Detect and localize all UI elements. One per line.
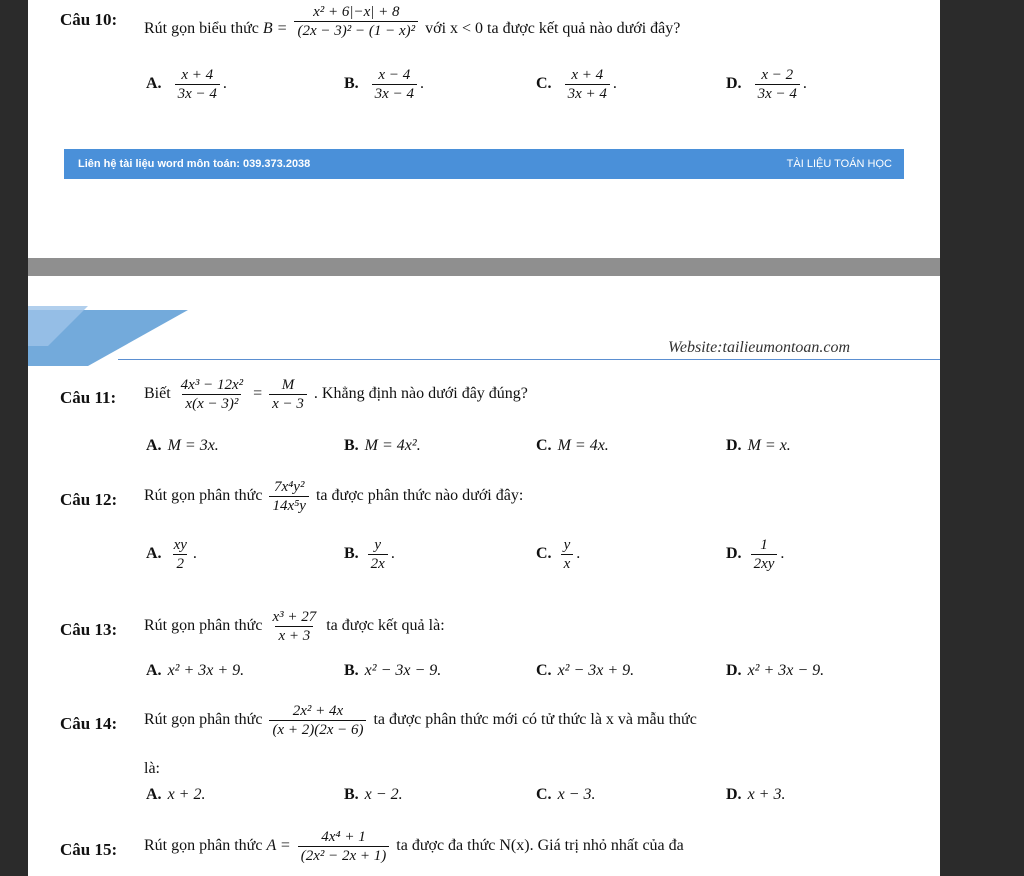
question-number: Câu 13:	[60, 620, 118, 639]
question-continuation: là:	[144, 760, 160, 777]
option-a: A. $\frac{x + 4}{3x - 4}$ .	[146, 67, 227, 102]
question-suffix: với x < 0 ta được kết quả nào dưới đây?	[425, 20, 681, 38]
question-prefix: Rút gọn phân thức	[144, 837, 263, 855]
footer-contact: Liên hệ tài liệu word môn toán: 039.373.2038	[78, 158, 311, 170]
option-b: B. M = 4x².	[344, 437, 421, 454]
expression-fraction: $\frac{\text{4x⁴ + 1}}{\text{(2x² − 2x + 1)}}$	[298, 828, 390, 865]
question-prefix: Biết	[144, 385, 171, 403]
option-b: B. $\frac{x - 4}{3x - 4}$ .	[344, 67, 424, 102]
option-c: C. M = 4x.	[536, 437, 609, 454]
page-separator	[28, 258, 940, 276]
header-decoration	[28, 306, 208, 366]
footer-brand: TÀI LIỆU TOÁN HỌC	[786, 158, 892, 170]
question-number: Câu 14:	[60, 714, 118, 733]
question-number: Câu 12:	[60, 490, 118, 509]
question-11: Câu 11: Biết $\frac{\text{4x³ − 12x²}}{\text{x(x − 3)²}}$ = $\frac{M}{x - 3}$ . Khẳng định nào dưới đây đúng?	[60, 377, 528, 412]
option-c: C. x − 3.	[536, 786, 596, 803]
option-b: B. $\frac{y}{2x}$ .	[344, 537, 395, 572]
question-prefix: Rút gọn biểu thức	[144, 20, 259, 38]
option-d: D. M = x.	[726, 437, 791, 454]
question-14	[60, 696, 920, 776]
question-suffix: ta được kết quả là:	[326, 617, 445, 635]
expression-fraction-right: $\frac{M}{x - 3}$	[269, 376, 307, 413]
question-suffix: . Khẳng định nào dưới đây đúng?	[313, 385, 528, 403]
expression-lhs: B =	[262, 20, 288, 38]
header-website: Website:tailieumontoan.com	[668, 339, 851, 356]
option-b: B. x − 2.	[344, 786, 403, 803]
question-prefix: Rút gọn phân thức	[144, 487, 263, 505]
expression-fraction: $\frac{\text{x² + 6|−x| + 8}}{\text{(2x − 3)² − (1 − x)²}}$	[294, 3, 418, 40]
option-d: D. $\frac{1}{2xy}$ .	[726, 537, 785, 572]
question-prefix: Rút gọn phân thức	[144, 711, 263, 729]
question-10	[60, 0, 920, 60]
option-a: A. x² + 3x + 9.	[146, 662, 245, 679]
option-a: A. x + 2.	[146, 786, 206, 803]
page-footer	[64, 149, 904, 179]
option-a: A. M = 3x.	[146, 437, 219, 454]
question-number: Câu 10:	[60, 10, 118, 29]
option-d: D. x + 3.	[726, 786, 786, 803]
option-d: D. $\frac{x - 2}{3x - 4}$ .	[726, 67, 807, 102]
document-page-1	[28, 0, 940, 258]
header-divider	[118, 359, 940, 360]
question-number: Câu 15:	[60, 840, 118, 859]
question-suffix: ta được phân thức mới có tử thức là x và mẫu thức	[373, 711, 697, 729]
expression-fraction: $\frac{\text{2x² + 4x}}{(x + 2)(2x - 6)}$	[269, 702, 366, 739]
question-13	[60, 604, 920, 654]
option-d: D. x² + 3x − 9.	[726, 662, 825, 679]
expression-fraction-left: $\frac{\text{4x³ − 12x²}}{\text{x(x − 3)²}}$	[180, 377, 244, 412]
question-suffix: ta được đa thức N(x). Giá trị nhỏ nhất của đa	[396, 837, 684, 855]
expression-lhs: A =	[266, 837, 291, 855]
option-a: A. $\frac{xy}{2}$ .	[146, 537, 197, 572]
option-c: C. x² − 3x + 9.	[536, 662, 635, 679]
document-page-2	[28, 276, 940, 876]
question-15	[60, 822, 920, 876]
expression-fraction: $\frac{\text{7x⁴y²}}{\text{14x⁵y}}$	[269, 478, 309, 515]
question-suffix: ta được phân thức nào dưới đây:	[315, 487, 524, 505]
question-number: Câu 11:	[60, 388, 117, 407]
option-c: C. $\frac{y}{x}$ .	[536, 537, 581, 572]
option-c: C. $\frac{x + 4}{3x + 4}$ .	[536, 67, 617, 102]
option-b: B. x² − 3x − 9.	[344, 662, 442, 679]
question-12	[60, 476, 920, 526]
expression-fraction: $\frac{\text{x³ + 27}}{x + 3}$	[272, 609, 317, 644]
question-prefix: Rút gọn phân thức	[144, 617, 263, 635]
